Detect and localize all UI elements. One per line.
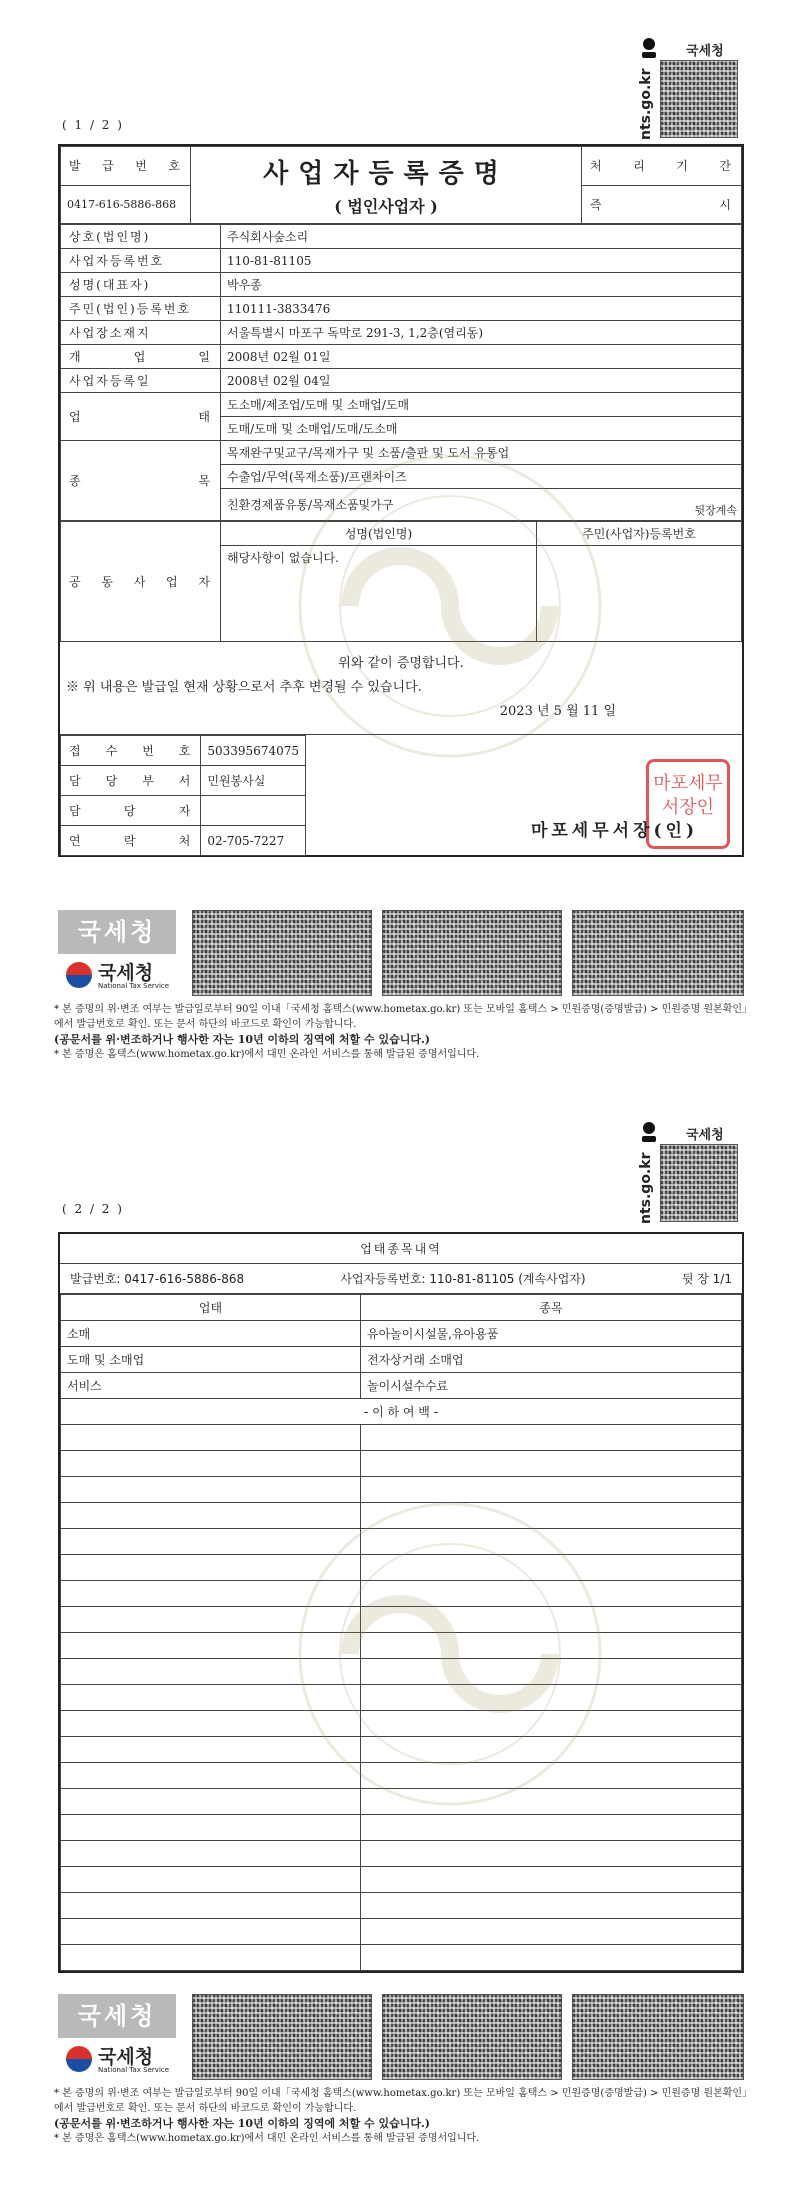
empty-cell [61, 1659, 361, 1685]
nts-url: nts.go.kr [638, 68, 654, 140]
table-row [61, 1633, 742, 1659]
empty-cell [361, 1659, 742, 1685]
note-3: * 본 증명은 홈택스(www.hometax.go.kr)에서 대민 온라인 서비스를 통해 발급된 증명서입니다. [54, 1049, 480, 1060]
table-row [61, 1321, 742, 1347]
footer-logo-grey: 국세청 [58, 910, 176, 954]
receipt-table [60, 735, 306, 856]
empty-cell [361, 1685, 742, 1711]
biz-item-list [58, 1232, 744, 1973]
joint-col-name: 성명(법인명) [221, 522, 537, 546]
empty-cell [61, 1867, 361, 1893]
item-2: 수출업/무역(목재소품)/프랜차이즈 [221, 465, 742, 489]
empty-cell [361, 1737, 742, 1763]
note-2: (공문서를 위·변조하거나 행사한 자는 10년 이하의 징역에 처할 수 있습니다.) [54, 1033, 430, 1046]
list-meta [60, 1264, 742, 1294]
item-table [60, 1294, 742, 1971]
receipt-label: 연 락 처 [61, 826, 201, 856]
empty-cell [61, 1945, 361, 1971]
empty-cell [361, 1815, 742, 1841]
receipt-value [201, 796, 306, 826]
issue-number: 발급번호: 0417-616-5886-868 [70, 1272, 245, 1286]
business-number: 사업자등록번호: 110-81-81105 (계속사업자) [340, 1272, 586, 1286]
page-number: ( 1 / 2 ) [62, 118, 124, 132]
barcode-2 [382, 1994, 562, 2080]
cert-line-2: ※ 위 내용은 발급일 현재 상황으로서 추후 변경될 수 있습니다. [66, 680, 422, 695]
joint-value: 해당사항이 없습니다. [221, 546, 537, 642]
empty-cell [61, 1607, 361, 1633]
row-label: 상호(법인명) [61, 225, 221, 249]
receipt-value: 민원봉사실 [201, 766, 306, 796]
table-row [61, 1425, 742, 1451]
receipt-value: 503395674075 [201, 736, 306, 766]
empty-cell [361, 1711, 742, 1737]
qr-code [660, 1144, 738, 1222]
empty-cell [361, 1867, 742, 1893]
nts-title: 국세청 [686, 1128, 724, 1143]
document-title: 사업자등록증명 [263, 159, 509, 189]
table-row [61, 1373, 742, 1399]
empty-cell [61, 1737, 361, 1763]
biz-type-1: 도소매/제조업/도매 및 소매업/도매 [221, 393, 742, 417]
empty-cell [361, 1451, 742, 1477]
table-row [61, 1711, 742, 1737]
row-value: 2008년 02월 01일 [221, 345, 742, 369]
empty-cell [61, 1763, 361, 1789]
nts-header [638, 1120, 750, 1224]
footer-logo-en: National Tax Service [98, 982, 170, 990]
footer-logo-name: 국세청 [98, 962, 154, 984]
table-row [61, 1763, 742, 1789]
page-2 [0, 1096, 800, 2192]
empty-cell [361, 1503, 742, 1529]
empty-cell [61, 1841, 361, 1867]
table-row [61, 1451, 742, 1477]
row-value: 서울특별시 마포구 독막로 291-3, 1,2층(염리동) [221, 321, 742, 345]
empty-cell [61, 1633, 361, 1659]
item-3-cell [221, 489, 742, 521]
empty-cell [61, 1789, 361, 1815]
issue-number: 0417-616-5886-868 [61, 185, 191, 224]
footer-logo-grey: 국세청 [58, 1994, 176, 2038]
cell-item: 전자상거래 소매업 [361, 1347, 742, 1373]
cell-item: 놀이시설수수료 [361, 1373, 742, 1399]
header-table [60, 146, 742, 224]
empty-cell [61, 1711, 361, 1737]
receipt-area [60, 735, 742, 855]
joint-regno-value [537, 546, 742, 642]
nts-header [638, 36, 750, 140]
seal-text: 마포세무서장인 [653, 773, 723, 818]
empty-cell [61, 1477, 361, 1503]
certification-text [60, 642, 742, 735]
footer-notes [54, 1002, 754, 1062]
nts-emblem-icon [638, 1120, 660, 1144]
empty-cell [61, 1893, 361, 1919]
row-label: 개 업 일 [61, 345, 221, 369]
note-3: * 본 증명은 홈택스(www.hometax.go.kr)에서 대민 온라인 서비스를 통해 발급된 증명서입니다. [54, 2133, 480, 2144]
col-item: 종목 [361, 1295, 742, 1321]
cell-type: 도매 및 소매업 [61, 1347, 361, 1373]
row-label: 사업자등록일 [61, 369, 221, 393]
table-row [61, 1789, 742, 1815]
barcode-3 [572, 1994, 744, 2080]
footer-logo-name: 국세청 [98, 2046, 154, 2068]
row-label: 주민(법인)등록번호 [61, 297, 221, 321]
table-row [61, 1477, 742, 1503]
row-label: 성명(대표자) [61, 273, 221, 297]
biz-type-label: 업 태 [61, 393, 221, 441]
receipt-value: 02-705-7227 [201, 826, 306, 856]
joint-col-regno: 주민(사업자)등록번호 [537, 522, 742, 546]
table-row [61, 1815, 742, 1841]
process-period-value: 즉 시 [582, 185, 742, 224]
footer-logo [66, 2042, 176, 2082]
empty-cell [361, 1607, 742, 1633]
empty-cell [61, 1529, 361, 1555]
empty-cell [61, 1425, 361, 1451]
document-subtitle: ( 법인사업자 ) [334, 197, 438, 216]
table-row [61, 1841, 742, 1867]
table-row [61, 1893, 742, 1919]
info-table [60, 224, 742, 521]
row-value: 주식회사숲소리 [221, 225, 742, 249]
tax-office-name: 마포세무서장(인) [530, 821, 698, 841]
row-value: 2008년 02월 04일 [221, 369, 742, 393]
row-label: 사업자등록번호 [61, 249, 221, 273]
barcode-1 [192, 1994, 372, 2080]
cert-date: 2023 년 5 월 11 일 [499, 704, 616, 719]
barcode-2 [382, 910, 562, 996]
list-title: 업태종목내역 [60, 1234, 742, 1264]
empty-cell [61, 1919, 361, 1945]
footer-logo-en: National Tax Service [98, 2066, 170, 2074]
page-number: ( 2 / 2 ) [62, 1202, 124, 1216]
table-row [61, 1919, 742, 1945]
empty-cell [361, 1893, 742, 1919]
table-row [61, 1659, 742, 1685]
item-1: 목재완구및교구/목재가구 및 소품/출판 및 도서 유통업 [221, 441, 742, 465]
taegeuk-icon [66, 2046, 92, 2072]
empty-cell [361, 1841, 742, 1867]
footer-logo [66, 958, 176, 998]
empty-cell [61, 1555, 361, 1581]
table-row [61, 1685, 742, 1711]
qr-code [660, 60, 738, 138]
table-row [61, 1867, 742, 1893]
empty-cell [61, 1581, 361, 1607]
item-more: 뒷장계속 [694, 504, 737, 517]
empty-cell [361, 1945, 742, 1971]
empty-cell [361, 1529, 742, 1555]
issue-number-label: 발 급 번 호 [61, 147, 191, 186]
row-label: 사업장소재지 [61, 321, 221, 345]
col-biz-type: 업태 [61, 1295, 361, 1321]
footer-notes [54, 2086, 754, 2146]
empty-cell [61, 1451, 361, 1477]
cert-line-1: 위와 같이 증명합니다. [338, 656, 464, 671]
row-value: 박우종 [221, 273, 742, 297]
empty-cell [361, 1763, 742, 1789]
cell-type: 서비스 [61, 1373, 361, 1399]
certificate-form [58, 144, 744, 857]
nts-title: 국세청 [686, 44, 724, 59]
cell-type: 소매 [61, 1321, 361, 1347]
empty-cell [361, 1633, 742, 1659]
row-value: 110111-3833476 [221, 297, 742, 321]
table-row [61, 1555, 742, 1581]
empty-cell [361, 1919, 742, 1945]
note-1: * 본 증명의 위·변조 여부는 발급일로부터 90일 이내「국세청 홈택스(www.hometax.go.kr) 또는 모바일 홈택스 > 민원증명(증명발급) > 민원증명 원본확인」에서 발급번호로 확인. 또는 문서 하단의 바코드로 확인이 가능합니다. [54, 2088, 753, 2114]
note-1: * 본 증명의 위·변조 여부는 발급일로부터 90일 이내「국세청 홈택스(www.hometax.go.kr) 또는 모바일 홈택스 > 민원증명(증명발급) > 민원증명 원본확인」에서 발급번호로 확인. 또는 문서 하단의 바코드로 확인이 가능합니다. [54, 1004, 753, 1030]
process-period-label: 처 리 기 간 [582, 147, 742, 186]
row-value: 110-81-81105 [221, 249, 742, 273]
end-marker: - 이 하 여 백 - [61, 1399, 742, 1425]
taegeuk-icon [66, 962, 92, 988]
item-3: 친환경제품유통/목재소품및가구 [227, 498, 394, 512]
item-label: 종 목 [61, 441, 221, 521]
cell-item: 유아놀이시설물,유아용품 [361, 1321, 742, 1347]
table-row [61, 1347, 742, 1373]
receipt-label: 담 당 부 서 [61, 766, 201, 796]
joint-label: 공 동 사 업 자 [61, 522, 221, 642]
table-row [61, 1581, 742, 1607]
empty-cell [361, 1425, 742, 1451]
biz-type-2: 도매/도매 및 소매업/도매/도소매 [221, 417, 742, 441]
barcode-3 [572, 910, 744, 996]
receipt-label: 담 당 자 [61, 796, 201, 826]
receipt-label: 접 수 번 호 [61, 736, 201, 766]
title-cell [191, 147, 582, 224]
table-row [61, 1503, 742, 1529]
nts-emblem-icon [638, 36, 660, 60]
nts-url: nts.go.kr [638, 1152, 654, 1224]
empty-cell [361, 1789, 742, 1815]
empty-cell [61, 1503, 361, 1529]
empty-cell [361, 1581, 742, 1607]
barcode-1 [192, 910, 372, 996]
empty-cell [61, 1815, 361, 1841]
table-row [61, 1737, 742, 1763]
table-row [61, 1607, 742, 1633]
table-row [61, 1945, 742, 1971]
empty-cell [361, 1555, 742, 1581]
empty-cell [61, 1685, 361, 1711]
sheet-number: 뒷 장 1/1 [681, 1272, 732, 1286]
joint-table [60, 521, 742, 642]
table-row [61, 1529, 742, 1555]
empty-cell [361, 1477, 742, 1503]
note-2: (공문서를 위·변조하거나 행사한 자는 10년 이하의 징역에 처할 수 있습니다.) [54, 2117, 430, 2130]
table-row [61, 1399, 742, 1425]
